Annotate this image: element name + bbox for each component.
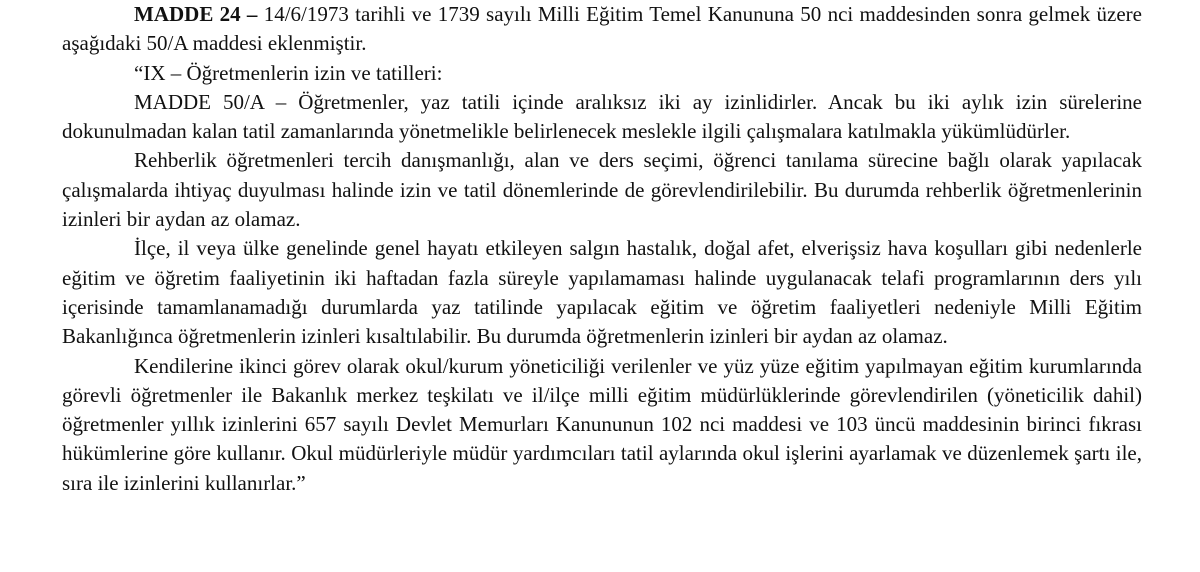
- paragraph-article-50a: MADDE 50/A – Öğretmenler, yaz tatili içinde aralıksız iki ay izinlidirler. Ancak bu iki aylık izin sürelerine dokunulmadan kalan tatil zamanlarında yönetmelikle belirlenecek meslekle ilgili çalışmalara katılmakla yükümlüdürler.: [62, 89, 1142, 144]
- paragraph-annual-leave: Kendilerine ikinci görev olarak okul/kurum yöneticiliği verilenler ve yüz yüze eğitim yapılmayan eğitim kurumlarında görevli öğretmenler ile Bakanlık merkez teşkilatı ve il/ilçe milli eğitim müdürlüklerinde görevlendirilen (yöneticilik dahil) öğretmenler yıllık izinlerini 657 sayılı Devlet Memurları Kanununun 102 nci maddesi ve 103 üncü maddesinin birinci fıkrası hükümlerine göre kullanır. Okul müdürleriyle müdür yardımcıları tatil aylarında okul işlerini ayarlamak ve düzenlemek şartı ile, sıra ile izinlerini kullanırlar.”: [62, 353, 1142, 495]
- article-24-text: 14/6/1973 tarihli ve 1739 sayılı Milli Eğitim Temel Kanununa 50 nci maddesinden sonra gelmek üzere aşağıdaki 50/A maddesi eklenmiştir.: [62, 2, 1142, 56]
- document-page: [62, 0, 1142, 498]
- article-24-paragraph: [62, 0, 1142, 59]
- article-number-label: MADDE 24 –: [134, 2, 258, 26]
- paragraph-guidance-teachers: Rehberlik öğretmenleri tercih danışmanlığı, alan ve ders seçimi, öğrenci tanılama sürecine bağlı olarak yapılacak çalışmalarda ihtiyaç duyulması halinde izin ve tatil dönemlerinde de görevlendirilebilir. Bu durumda rehberlik öğretmenlerinin izinleri bir aydan az olamaz.: [62, 148, 1142, 232]
- paragraph-leave-shortening: İlçe, il veya ülke genelinde genel hayatı etkileyen salgın hastalık, doğal afet, elverişsiz hava koşulları gibi nedenlerle eğitim ve öğretim faaliyetinin iki haftadan fazla süreyle yapılamaması halinde uygulanacak telafi programlarının ders yılı içerisinde tamamlanamadığı durumlarda yaz tatilinde yapılacak eğitim ve öğretim faaliyetleri nedeniyle Milli Eğitim Bakanlığınca öğretmenlerin izinleri kısaltılabilir. Bu durumda öğretmenlerin izinleri bir aydan az olamaz.: [62, 236, 1142, 349]
- section-heading: “IX – Öğretmenlerin izin ve tatilleri:: [134, 60, 443, 85]
